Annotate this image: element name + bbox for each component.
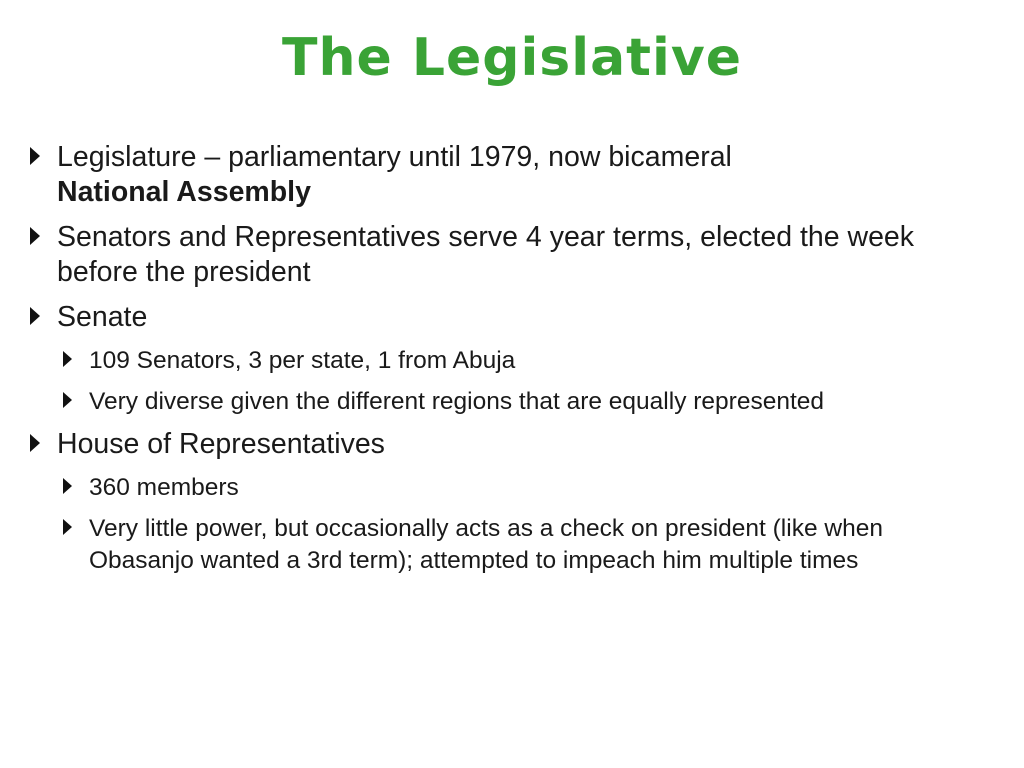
sub-bullet-item xyxy=(63,345,970,377)
bullet-text: Senators and Representatives serve 4 year terms, elected the week before the president xyxy=(57,221,915,288)
bullet-text: Senate xyxy=(57,301,148,333)
sub-bullet-text: Very little power, but occasionally acts as a check on president (like when Obasanjo wanted a 3rd term); attempted to impeach him multiple times xyxy=(89,515,883,574)
bullet-item xyxy=(30,140,970,210)
bullet-text-emphasis: National Assembly xyxy=(57,176,311,208)
bullet-item xyxy=(30,220,970,290)
sub-bullet-text: 360 members xyxy=(89,474,239,501)
bullet-text xyxy=(57,140,970,210)
triangle-right-icon xyxy=(63,351,72,367)
triangle-right-icon xyxy=(30,434,40,452)
bullet-item xyxy=(30,300,970,335)
sub-bullet-text: 109 Senators, 3 per state, 1 from Abuja xyxy=(89,347,516,374)
sub-bullet-item xyxy=(63,472,970,504)
bullet-list xyxy=(30,140,970,586)
sub-bullet-item xyxy=(63,513,970,577)
triangle-right-icon xyxy=(30,147,40,165)
sub-bullet-item xyxy=(63,386,970,418)
triangle-right-icon xyxy=(63,519,72,535)
sub-bullet-text: Very diverse given the different regions that are equally represented xyxy=(89,388,824,415)
triangle-right-icon xyxy=(63,478,72,494)
triangle-right-icon xyxy=(30,227,40,245)
bullet-item xyxy=(30,427,970,462)
triangle-right-icon xyxy=(30,307,40,325)
slide-title: The Legislative xyxy=(281,28,743,88)
bullet-text: House of Representatives xyxy=(57,428,385,460)
triangle-right-icon xyxy=(63,392,72,408)
bullet-text-main: Legislature – parliamentary until 1979, now bicameral xyxy=(57,141,732,173)
